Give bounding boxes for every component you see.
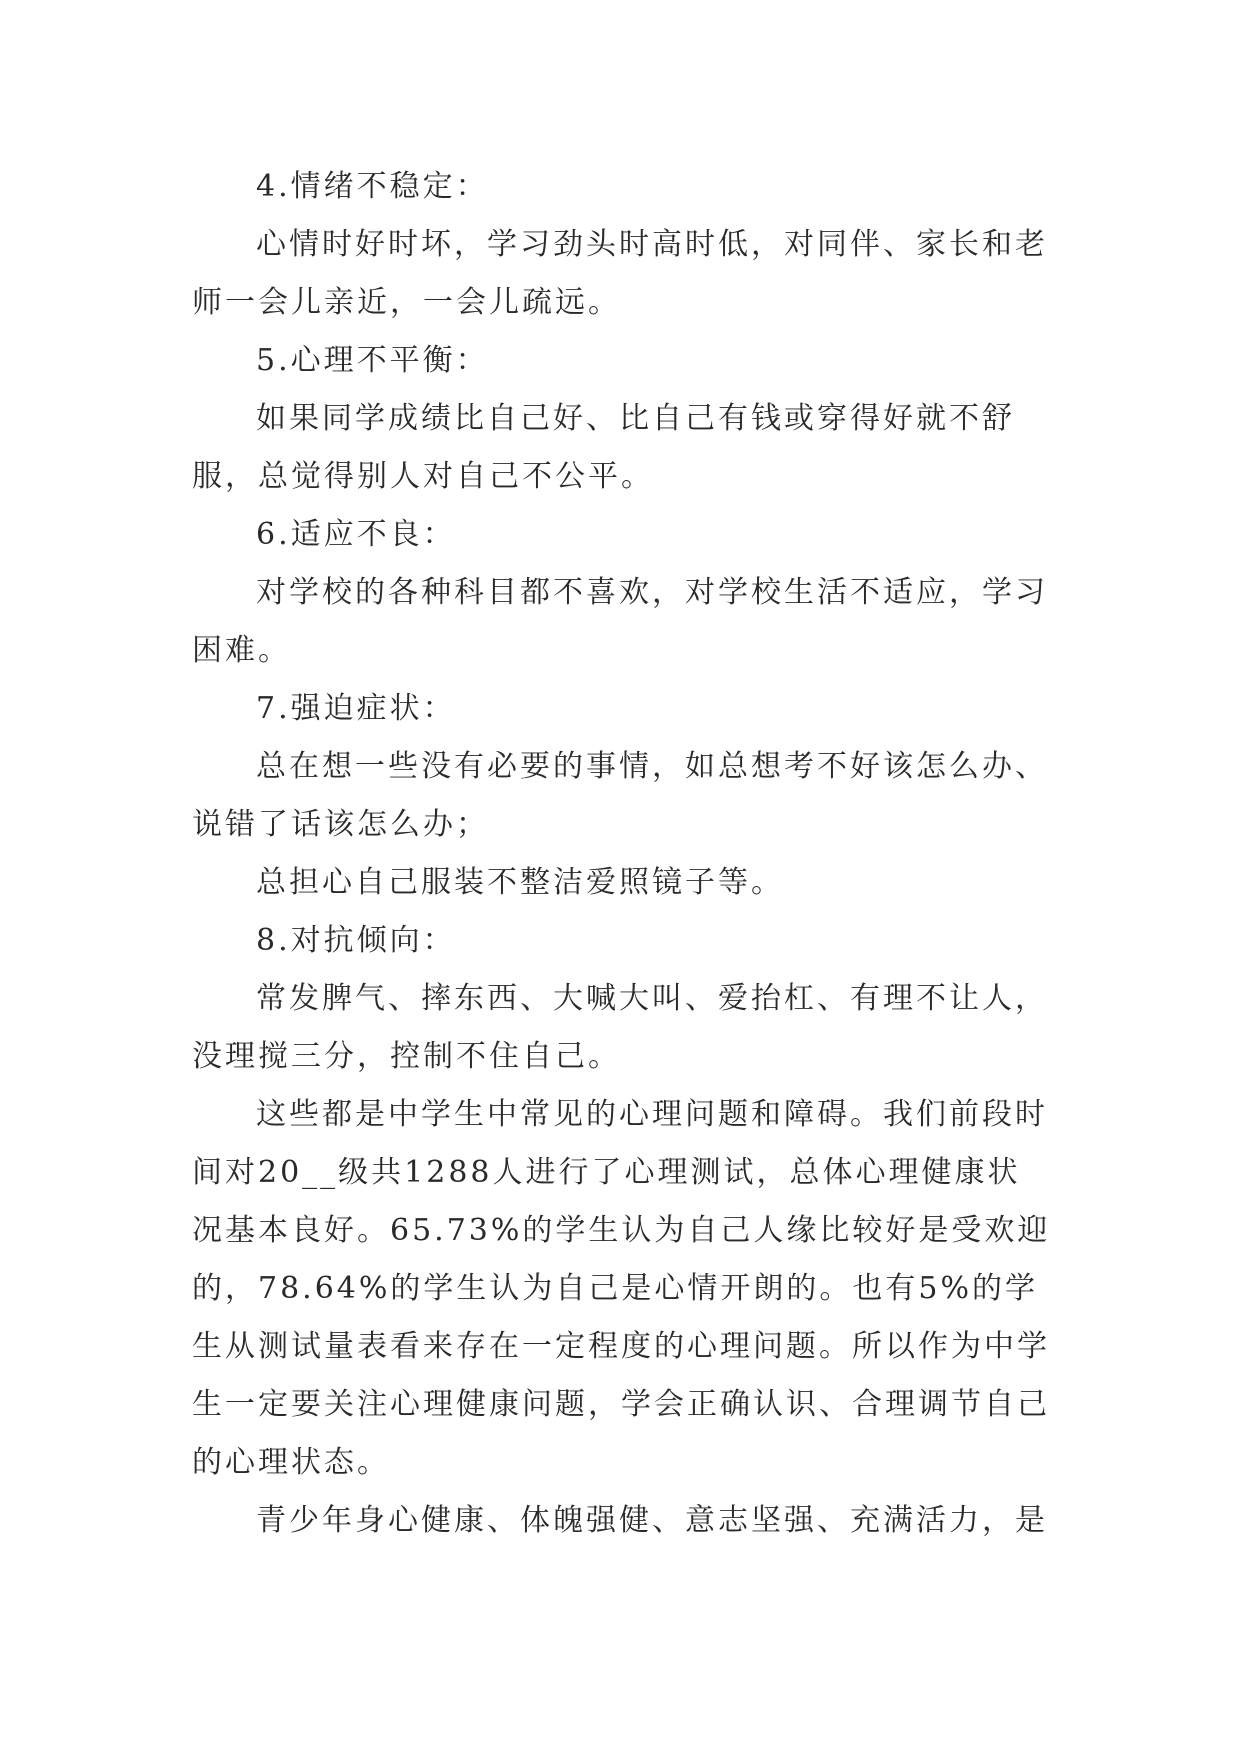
- document-body: [192, 158, 1052, 1550]
- section-heading-obsessive-symptoms: 7.强迫症状：: [256, 691, 456, 726]
- paragraph-obsessive-symptoms-2: 总担心自己服装不整洁爱照镜子等。: [256, 865, 784, 900]
- paragraph-psychological-imbalance: 如果同学成绩比自己好、比自己有钱或穿得好就不舒服，总觉得别人对自己不公平。: [192, 401, 1015, 494]
- section-heading-oppositional-tendency: 8.对抗倾向：: [256, 923, 456, 958]
- paragraph-survey-summary: 这些都是中学生中常见的心理问题和障碍。我们前段时间对20__级共1288人进行了心理测试，总体心理健康状况基本良好。65.73%的学生认为自己人缘比较好是受欢迎的，78.64%的学生认为自己是心情开朗的。也有5%的学生从测试量表看来存在一定程度的心理问题。所以作为中学生一定要关注心理健康问题，学会正确认识、合理调节自己的心理状态。: [192, 1097, 1051, 1480]
- paragraph-oppositional-tendency: 常发脾气、摔东西、大喊大叫、爱抬杠、有理不让人，没理搅三分，控制不住自己。: [192, 981, 1048, 1074]
- section-heading-maladjustment: 6.适应不良：: [256, 517, 456, 552]
- paragraph-obsessive-symptoms-1: 总在想一些没有必要的事情，如总想考不好该怎么办、说错了话该怎么办；: [192, 749, 1048, 842]
- section-heading-psychological-imbalance: 5.心理不平衡：: [256, 343, 489, 378]
- paragraph-maladjustment: 对学校的各种科目都不喜欢，对学校生活不适应，学习困难。: [192, 575, 1048, 668]
- paragraph-youth-health: 青少年身心健康、体魄强健、意志坚强、充满活力，是: [256, 1503, 1048, 1538]
- section-heading-emotional-instability: 4.情绪不稳定：: [256, 169, 489, 204]
- paragraph-emotional-instability: 心情时好时坏，学习劲头时高时低，对同伴、家长和老师一会儿亲近，一会儿疏远。: [192, 227, 1048, 320]
